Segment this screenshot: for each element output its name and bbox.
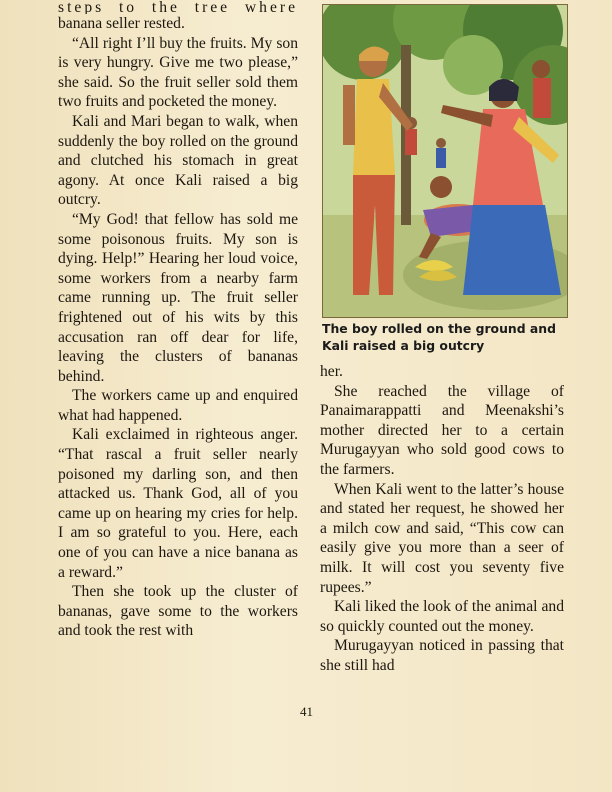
page-number: 41 bbox=[300, 704, 313, 719]
paragraph-5: The workers came up and enquired what had happened. bbox=[58, 387, 298, 424]
right-text-column bbox=[320, 362, 564, 676]
cut-off-top-line: steps to the tree where bbox=[58, 0, 298, 14]
paragraph-2: “All right I’ll buy the fruits. My son is very hungry. Give me two please,” she said. So the fruit seller sold them two fruits and pocketed the money. bbox=[58, 34, 298, 111]
paragraph-11: Kali liked the look of the animal and so quickly counted out the money. bbox=[320, 598, 564, 635]
paragraph-7: Then she took up the cluster of bananas, gave some to the workers and took the rest with bbox=[58, 583, 298, 640]
paragraph-8: her. bbox=[320, 363, 343, 380]
paragraph-6: Kali exclaimed in righteous anger. “That rascal a fruit seller nearly poisoned my darling son, and then attacked us. Thank God, all of you came up on hearing my cries for help. I am so grateful to you. Here, each one of you can have a nice banana as a reward.” bbox=[58, 426, 298, 581]
illustration-art bbox=[323, 5, 567, 317]
paragraph-4: “My God! that fellow has sold me some poisonous fruits. My son is dying. Help!” Hearing her loud voice, some workers from a nearby farm came running up. The fruit seller frightened out of his wits by this accusation ran off dear for life, leaving the clusters of bananas behind. bbox=[58, 210, 298, 385]
paragraph-1: banana seller rested. bbox=[58, 15, 185, 32]
paragraph-9: She reached the village of Panaimarappatti and Meenakshi’s mother directed her to a certain Murugayyan who sold good cows to the farmers. bbox=[320, 382, 564, 478]
paragraph-10: When Kali went to the latter’s house and stated her request, he showed her a milch cow and said, “This cow can easily give you more than a seer of milk. It will cost you seventy five rupees.” bbox=[320, 480, 564, 596]
paragraph-3: Kali and Mari began to walk, when suddenly the boy rolled on the ground and clutched his stomach in great agony. At once Kali raised a big outcry. bbox=[58, 112, 298, 209]
left-text-column bbox=[58, 0, 298, 641]
illustration-caption: The boy rolled on the ground and Kali raised a big outcry bbox=[322, 321, 556, 353]
story-illustration bbox=[322, 4, 568, 318]
paragraph-12: Murugayyan noticed in passing that she still had bbox=[320, 637, 564, 674]
